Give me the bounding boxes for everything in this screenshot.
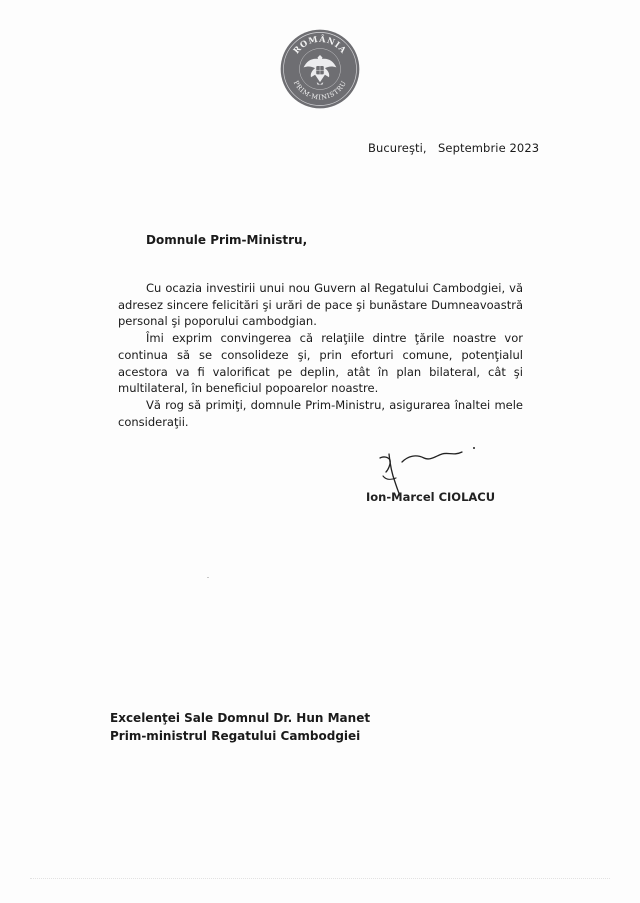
addressee-block <box>110 709 370 745</box>
seal-bottom-text: PRIM-MINISTRU <box>291 79 349 102</box>
date: Septembrie 2023 <box>438 141 540 155</box>
city: Bucureşti, <box>368 141 427 155</box>
paragraph: Vă rog să primiţi, domnule Prim-Ministru, asigurarea înaltei mele consideraţii. <box>118 397 523 429</box>
addressee-line-1: Excelenţei Sale Domnul Dr. Hun Manet <box>110 711 371 725</box>
paper-speck <box>207 577 209 578</box>
letter-body <box>118 280 523 430</box>
signatory-name: Ion-Marcel CIOLACU <box>366 490 496 504</box>
seal-top-text: ROMÂNIA <box>290 33 350 56</box>
date-line <box>368 141 539 155</box>
paragraph: Cu ocazia investirii unui nou Guvern al Regatului Cambodgiei, vă adresez sincere felicitări şi urări de pace şi bunăstare Dumneavoastră personal şi poporului cambodgian. <box>118 281 523 329</box>
bottom-scan-edge <box>30 878 610 879</box>
paragraph: Îmi exprim convingerea că relaţiile dintre ţările noastre vor continua să se consolideze şi, prin eforturi comune, potenţialul acestora va fi valorificat pe deplin, atât în plan bilateral, cât şi multilateral, în beneficiul popoarelor noastre. <box>118 331 523 396</box>
addressee-line-2: Prim-ministrul Regatului Cambodgiei <box>110 729 361 743</box>
coat-of-arms-icon <box>279 28 361 110</box>
greeting: Domnule Prim-Ministru, <box>146 233 308 247</box>
government-seal <box>279 28 361 110</box>
